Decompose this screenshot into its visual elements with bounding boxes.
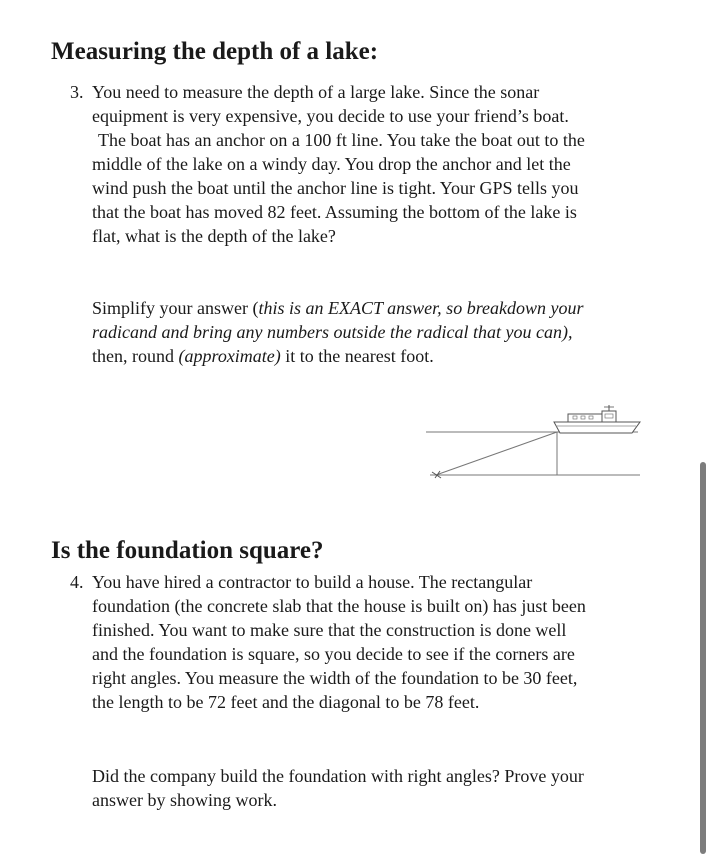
- section-heading-lake-depth: Measuring the depth of a lake:: [51, 38, 379, 65]
- question-3-line: wind push the boat until the anchor line is tight. Your GPS tells you: [92, 178, 579, 198]
- question-4-line: foundation (the concrete slab that the house is built on) has just been: [92, 596, 586, 616]
- boat-anchor-diagram: [420, 402, 650, 486]
- question-3-line: You need to measure the depth of a large lake. Since the sonar: [92, 82, 540, 102]
- simplify-line-1: [92, 296, 584, 320]
- question-4-text: [92, 570, 586, 714]
- simplify-line-3: [92, 344, 584, 368]
- simplify-italic-text: radicand and bring any numbers outside the radical that you can),: [92, 322, 573, 342]
- simplify-text: it to the nearest foot.: [280, 346, 434, 366]
- question-number-4: 4.: [70, 572, 84, 592]
- question-3-line: flat, what is the depth of the lake?: [92, 226, 336, 246]
- scrollbar-thumb[interactable]: [700, 462, 706, 854]
- question-4-line: right angles. You measure the width of the foundation to be 30 feet,: [92, 668, 578, 688]
- simplify-text: then, round: [92, 346, 179, 366]
- question-3-line: equipment is very expensive, you decide to use your friend’s boat.: [92, 106, 569, 126]
- simplify-instructions: [92, 296, 584, 368]
- question-4-line: and the foundation is square, so you decide to see if the corners are: [92, 644, 575, 664]
- simplify-line-2: [92, 320, 584, 344]
- question-4-line: You have hired a contractor to build a house. The rectangular: [92, 572, 533, 592]
- question-3-line: The boat has an anchor on a 100 ft line. You take the boat out to the: [98, 130, 585, 150]
- question-4-line: the length to be 72 feet and the diagonal to be 78 feet.: [92, 692, 480, 712]
- prove-line: Did the company build the foundation with right angles? Prove your: [92, 766, 584, 786]
- question-number-3: 3.: [70, 82, 84, 102]
- simplify-text: Simplify your answer (: [92, 298, 259, 318]
- simplify-italic-text: this is an EXACT answer, so breakdown your: [258, 298, 584, 318]
- anchor-line: [436, 432, 557, 475]
- section-heading-foundation: Is the foundation square?: [51, 537, 324, 564]
- question-3-line: that the boat has moved 82 feet. Assuming the bottom of the lake is: [92, 202, 577, 222]
- boat-icon: [554, 405, 640, 433]
- prove-line: answer by showing work.: [92, 790, 277, 810]
- prove-instructions: [92, 764, 584, 812]
- question-3-text: [92, 80, 585, 248]
- question-3-line: middle of the lake on a windy day. You drop the anchor and let the: [92, 154, 571, 174]
- simplify-italic-text: (approximate): [178, 346, 281, 366]
- question-4-line: finished. You want to make sure that the construction is done well: [92, 620, 567, 640]
